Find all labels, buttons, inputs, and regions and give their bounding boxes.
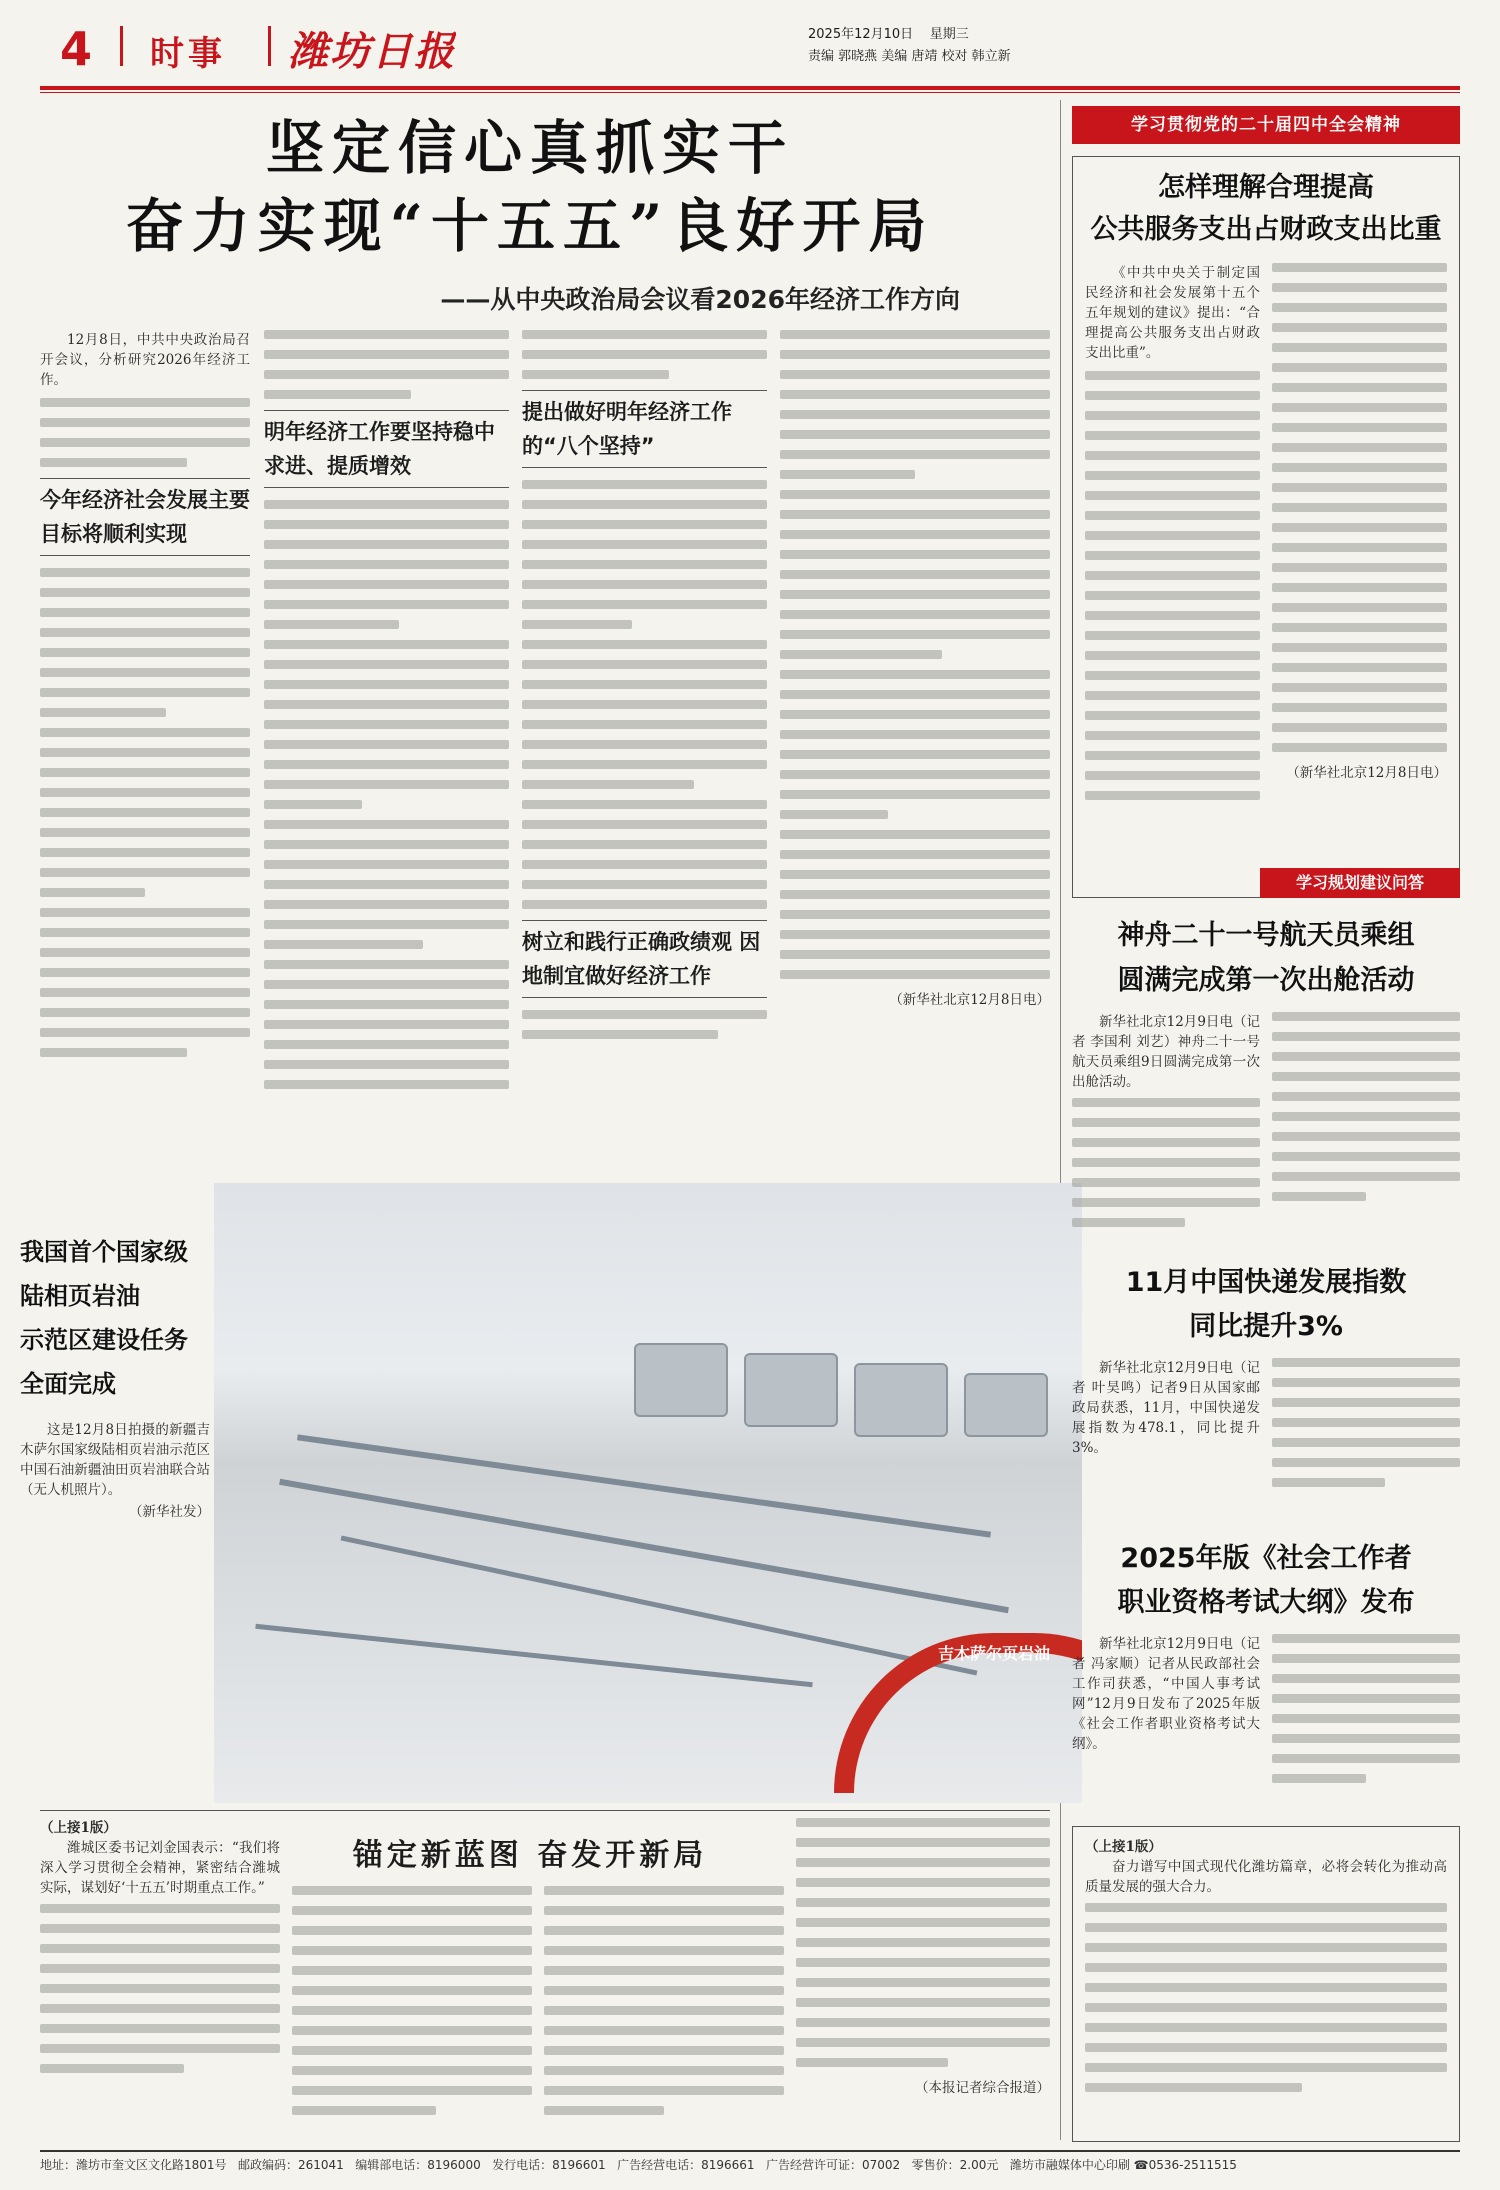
footer-ads-license: 广告经营许可证：07002 bbox=[765, 2158, 901, 2172]
main-article-col3 bbox=[522, 330, 767, 1170]
footer-distribution: 发行电话：8196601 bbox=[492, 2158, 606, 2172]
paper-logo: 潍坊日报 bbox=[288, 28, 456, 75]
pipeline bbox=[297, 1434, 991, 1537]
section-rule bbox=[40, 1810, 1050, 1811]
continued-box bbox=[1072, 1826, 1460, 2142]
header-info bbox=[808, 24, 1108, 68]
staff-credits: 责编 郭晓燕 美编 唐靖 校对 韩立新 bbox=[808, 49, 1011, 64]
article2-title-line2: 圆满完成第一次出舱活动 bbox=[1117, 965, 1415, 996]
section-heading-1: 今年经济社会发展主要目标将顺利实现 bbox=[40, 478, 250, 556]
bottom-article-title: 锚定新蓝图 奋发开新局 bbox=[352, 1838, 708, 1873]
issue-date: 2025年12月10日 bbox=[808, 27, 914, 42]
article1-box bbox=[1072, 156, 1460, 898]
main-article-col2 bbox=[264, 330, 509, 1170]
masthead-rule bbox=[40, 86, 1460, 90]
bottom-article-source: （本报记者综合报道） bbox=[915, 2080, 1050, 2096]
bottom-article-marker: （上接1版） bbox=[40, 1820, 117, 1836]
right-column-banner: 学习贯彻党的二十届四中全会精神 bbox=[1072, 106, 1460, 144]
article1-tag: 学习规划建议问答 bbox=[1260, 868, 1460, 898]
footer-postcode: 邮政编码：261041 bbox=[238, 2158, 344, 2172]
continued-text: 奋力谱写中国式现代化潍坊篇章，必将会转化为推动高质量发展的强大合力。 bbox=[1085, 1859, 1447, 1895]
photo-caption-title-line1: 我国首个国家级陆相页岩油 bbox=[20, 1238, 188, 1310]
article1-source: （新华社北京12月8日电） bbox=[1286, 765, 1447, 781]
article3-title-line2: 同比提升3% bbox=[1189, 1311, 1343, 1342]
photo-caption-text: 这是12月8日拍摄的新疆吉木萨尔国家级陆相页岩油示范区中国石油新疆油田页岩油联合站（无人机照片）。 bbox=[20, 1422, 210, 1498]
article1-lead: 《中共中央关于制定国民经济和社会发展第十五个五年规划的建议》提出：“合理提高公共服务支出占财政支出比重”。 bbox=[1085, 265, 1260, 361]
main-article-source: （新华社北京12月8日电） bbox=[889, 992, 1050, 1008]
article4-title-line1: 2025年版《社会工作者 bbox=[1120, 1543, 1412, 1574]
storage-tank bbox=[854, 1363, 948, 1437]
article2-body bbox=[1072, 1012, 1460, 1252]
storage-tank bbox=[744, 1353, 838, 1427]
photo-caption-title-line2: 示范区建设任务全面完成 bbox=[20, 1326, 188, 1398]
photo-caption-box bbox=[20, 1230, 210, 1790]
page-number: 4 bbox=[60, 22, 93, 72]
footer-price: 零售价：2.00元 bbox=[911, 2158, 999, 2172]
photo-caption-source: （新华社发） bbox=[129, 1504, 210, 1520]
bottom-article-col1 bbox=[40, 1818, 280, 2143]
article1-title-line1: 怎样理解合理提高 bbox=[1158, 172, 1374, 203]
article4-body bbox=[1072, 1634, 1460, 1819]
main-article-col4 bbox=[780, 330, 1050, 1170]
bottom-article-col2 bbox=[292, 1886, 532, 2142]
main-article-lead: 12月8日，中共中央政治局召开会议，分析研究2026年经济工作。 bbox=[40, 332, 250, 388]
text-block bbox=[264, 500, 509, 1089]
text-block bbox=[780, 330, 1050, 979]
main-article-col1 bbox=[40, 330, 250, 1170]
section-label: 时事 bbox=[150, 34, 226, 74]
storage-tank bbox=[964, 1373, 1048, 1437]
bottom-article-lead: 潍城区委书记刘金国表示：“我们将深入学习贯彻全会精神，紧密结合潍城实际，谋划好‘十五五’时期重点工作。” bbox=[40, 1840, 280, 1896]
section-heading-2: 明年经济工作要坚持稳中求进、提质增效 bbox=[264, 410, 509, 488]
gate-arch-text: 吉木萨尔页岩油 bbox=[937, 1644, 1050, 1663]
article4-lead: 新华社北京12月9日电（记者 冯家顺）记者从民政部社会工作司获悉，“中国人事考试网”12月9日发布了2025年版《社会工作者职业资格考试大纲》。 bbox=[1072, 1636, 1260, 1752]
continued-marker: （上接1版） bbox=[1085, 1839, 1162, 1855]
article1-title-line2: 公共服务支出占财政支出比重 bbox=[1090, 214, 1442, 245]
main-headline-line2: 奋力实现“十五五”良好开局 bbox=[125, 192, 935, 260]
bottom-article-col4 bbox=[796, 1818, 1050, 2143]
text-block bbox=[40, 568, 250, 1057]
footer bbox=[40, 2150, 1460, 2176]
masthead-rule-thin bbox=[40, 92, 1460, 93]
main-subheadline: ——从中央政治局会议看2026年经济工作方向 bbox=[440, 285, 960, 314]
text-block bbox=[522, 480, 767, 909]
column-rule bbox=[1060, 100, 1061, 2140]
header-divider bbox=[120, 26, 123, 66]
footer-newsroom: 编辑部电话：8196000 bbox=[355, 2158, 481, 2172]
main-headline-line1: 坚定信心真抓实干 bbox=[265, 114, 794, 182]
section-heading-4: 树立和践行正确政绩观 因地制宜做好经济工作 bbox=[522, 920, 767, 998]
article3-title-line1: 11月中国快递发展指数 bbox=[1125, 1267, 1407, 1298]
footer-address: 地址：潍坊市奎文区文化路1801号 bbox=[40, 2158, 227, 2172]
footer-ads: 广告经营电话：8196661 bbox=[617, 2158, 755, 2172]
article4-title-line2: 职业资格考试大纲》发布 bbox=[1117, 1587, 1415, 1618]
bottom-article-col3 bbox=[544, 1886, 784, 2142]
footer-printer: 潍坊市融媒体中心印刷 ☎0536-2511515 bbox=[1009, 2158, 1237, 2172]
article3-lead: 新华社北京12月9日电（记者 叶昊鸣）记者9日从国家邮政局获悉，11月，中国快递发展指数为478.1，同比提升3%。 bbox=[1072, 1360, 1260, 1456]
article3-body bbox=[1072, 1358, 1460, 1528]
header-divider bbox=[268, 26, 271, 66]
section-heading-3: 提出做好明年经济工作的“八个坚持” bbox=[522, 390, 767, 468]
oilfield-photo bbox=[214, 1183, 1082, 1803]
article2-lead: 新华社北京12月9日电（记者 李国利 刘艺）神舟二十一号航天员乘组9日圆满完成第一次出舱活动。 bbox=[1072, 1014, 1260, 1090]
storage-tank bbox=[634, 1343, 728, 1417]
pipeline bbox=[255, 1624, 812, 1688]
article2-title-line1: 神舟二十一号航天员乘组 bbox=[1117, 920, 1415, 951]
issue-weekday: 星期三 bbox=[929, 27, 969, 42]
